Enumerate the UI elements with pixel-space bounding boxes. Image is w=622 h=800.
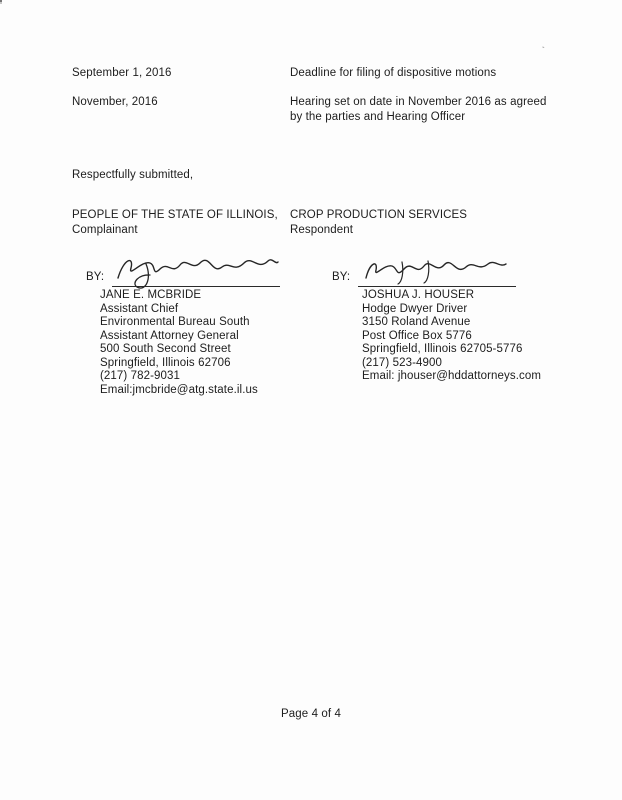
party-role: Complainant [72,224,138,236]
scan-artifact: ` [541,44,548,56]
address-line: (217) 523-4900 [362,356,443,369]
signature-line [358,255,516,287]
address-line: (217) 782-9031 [100,370,181,382]
address-line: Springfield, Illinois 62705-5776 [362,343,523,355]
respondent-party [290,208,540,238]
address-line: Hodge Dwyer Driver [362,302,468,315]
by-label: BY: [86,271,105,283]
signatory-name: JANE E. MCBRIDE [100,289,202,301]
schedule-description: Hearing set on date in November 2016 as agreed by the parties and Hearing Officer [290,96,547,123]
complainant-party [72,208,290,238]
address-line: Post Office Box 5776 [362,329,472,342]
by-label: BY: [332,271,351,283]
closing-line: Respectfully submitted, [72,169,194,181]
address-line: Email: jhouser@hddattorneys.com [362,370,542,382]
respondent-signature-block [332,255,541,384]
respondent-signature [358,252,516,292]
schedule-row [72,95,552,125]
schedule-date: September 1, 2016 [72,67,172,79]
schedule-section [72,66,552,139]
schedule-description: Deadline for filing of dispositive motions [290,67,497,79]
signature-row [86,255,280,287]
address-line: Assistant Chief [100,302,179,315]
party-role: Respondent [290,224,354,236]
scan-artifact [0,2,2,4]
schedule-row [72,66,552,81]
signatory-name: JOSHUA J. HOUSER [362,289,475,301]
address-line: Environmental Bureau South [100,316,250,328]
complainant-signature-block [86,255,280,397]
page-number: Page 4 of 4 [281,708,341,720]
address-line: Assistant Attorney General [100,329,239,342]
address-line: Springfield, Illinois 62706 [100,356,231,369]
address-line: 500 South Second Street [100,343,231,355]
party-name: PEOPLE OF THE STATE OF ILLINOIS, [72,209,278,221]
signature-row [332,255,541,287]
party-name: CROP PRODUCTION SERVICES [290,209,468,221]
address-line: 3150 Roland Avenue [362,316,471,328]
complainant-signature [112,250,280,292]
signatory-details [362,289,541,384]
schedule-date: November, 2016 [72,96,158,108]
signatory-details [100,289,280,397]
address-line: Email:jmcbride@atg.state.il.us [100,383,258,396]
signature-line [112,255,280,287]
